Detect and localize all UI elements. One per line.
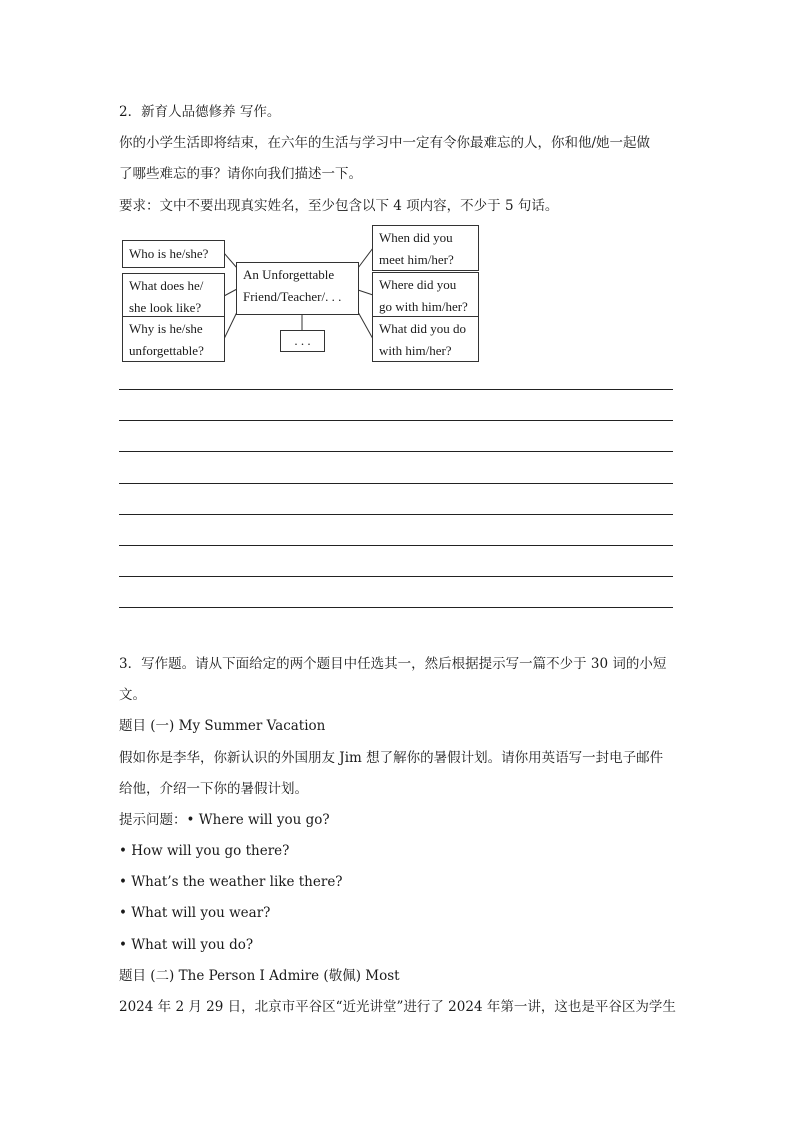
right-2-line1: Where did you [379, 277, 457, 292]
q3-topic1-para-line1: 假如你是李华，你新认识的外国朋友 Jim 想了解你的暑假计划。请你用英语写一封电子邮件 [119, 750, 664, 766]
q2-heading: 2．新育人品德修养 写作。 [119, 104, 281, 120]
mind-map-left-2 [122, 273, 225, 319]
mind-map-right-3 [372, 316, 479, 362]
q3-topic1-title: 题目 (一) My Summer Vacation [119, 718, 326, 734]
left-3-line2: unforgettable? [129, 343, 204, 358]
mind-map-left-1 [122, 240, 225, 268]
mind-map-center [236, 262, 359, 315]
writing-line[interactable] [119, 483, 673, 484]
mind-map-left-3 [122, 316, 225, 362]
writing-line[interactable] [119, 545, 673, 546]
q3-heading-line2: 文。 [119, 687, 146, 703]
q2-paragraph-line2: 了哪些难忘的事？请你向我们描述一下。 [119, 166, 362, 182]
prompt-question-4: • What will you wear? [119, 905, 271, 921]
center-line2: Friend/Teacher/. . . [243, 289, 342, 304]
prompt-question-5: • What will you do? [119, 937, 254, 953]
q3-topic1-para-line2: 给他，介绍一下你的暑假计划。 [119, 781, 308, 797]
left-3-line1: Why is he/she [129, 321, 203, 336]
left-2-line1: What does he/ [129, 278, 204, 293]
q3-topic2-para: 2024 年 2 月 29 日，北京市平谷区“近光讲堂”进行了 2024 年第一讲，这也是平谷区为学生 [119, 999, 676, 1015]
writing-line[interactable] [119, 514, 673, 515]
q3-heading-line1: 3．写作题。请从下面给定的两个题目中任选其一，然后根据提示写一篇不少于 30 词的小短 [119, 656, 667, 672]
left-2-line2: she look like? [129, 300, 202, 315]
writing-line[interactable] [119, 576, 673, 577]
bottom-ellipsis: . . . [294, 333, 311, 348]
q2-paragraph-line1: 你的小学生活即将结束，在六年的生活与学习中一定有令你最难忘的人，你和他/她一起做 [119, 135, 651, 151]
mind-map-right-1 [372, 225, 479, 271]
writing-line[interactable] [119, 451, 673, 452]
right-3-line2: with him/her? [379, 343, 452, 358]
center-line1: An Unforgettable [243, 267, 335, 282]
mind-map-bottom [280, 330, 325, 352]
left-1-line1: Who is he/she? [129, 246, 209, 261]
writing-line[interactable] [119, 420, 673, 421]
right-2-line2: go with him/her? [379, 299, 468, 314]
right-1-line1: When did you [379, 230, 453, 245]
writing-line[interactable] [119, 389, 673, 390]
prompt-question-1: 提示问题：• Where will you go? [119, 812, 330, 828]
q2-requirement: 要求：文中不要出现真实姓名，至少包含以下 4 项内容，不少于 5 句话。 [119, 198, 559, 214]
mind-map-right-2 [372, 272, 479, 318]
prompt-question-2: • How will you go there? [119, 843, 290, 859]
q3-topic2-title: 题目 (二) The Person I Admire (敬佩) Most [119, 968, 400, 984]
writing-line[interactable] [119, 607, 673, 608]
prompt-question-3: • What’s the weather like there? [119, 874, 343, 890]
right-1-line2: meet him/her? [379, 252, 454, 267]
right-3-line1: What did you do [379, 321, 467, 336]
